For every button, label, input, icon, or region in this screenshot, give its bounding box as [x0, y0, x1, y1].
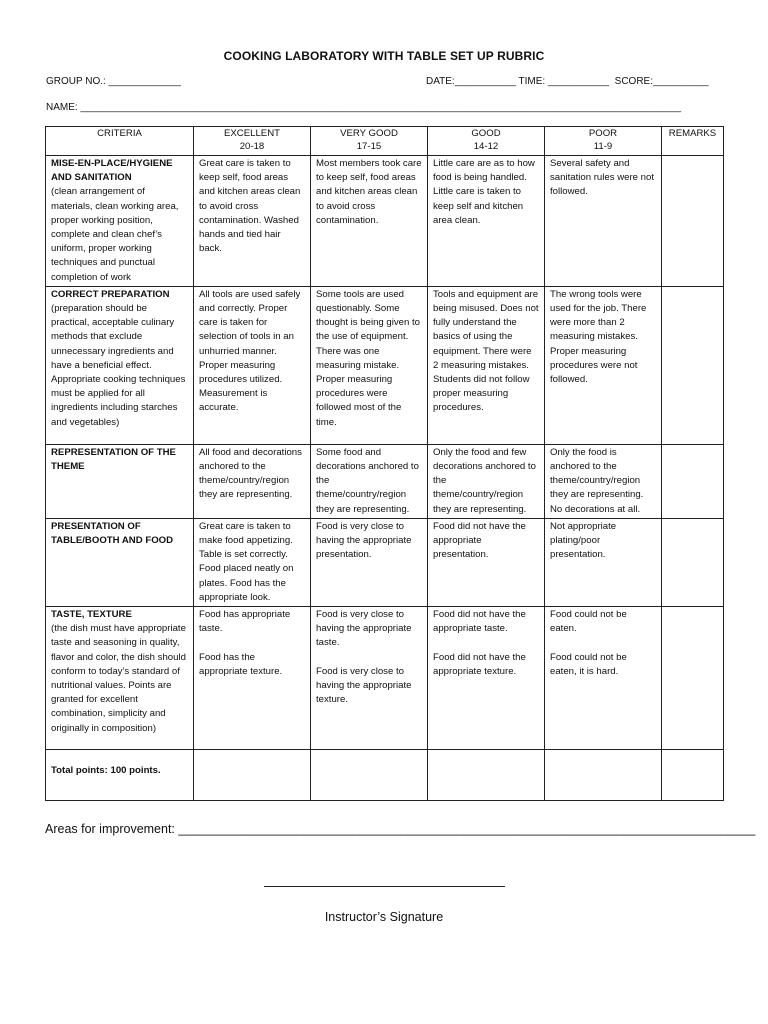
poor-cell: Food could not be eaten. Food could not be eaten, it is hard. — [545, 607, 662, 750]
good-cell: Only the food and few decorations anchored to the theme/country/region they are representing. — [428, 444, 545, 518]
poor-cell: The wrong tools were used for the job. There were more than 2 measuring mistakes. Proper measuring procedures were not followed. — [545, 286, 662, 444]
very-good-cell: Some tools are used questionably. Some thought is being given to the use of equipment. There was one measuring mistake. Proper measuring procedures were followed most of the time. — [311, 286, 428, 444]
excellent-cell: Great care is taken to make food appetizing. Table is set correctly. Food placed neatly on plates. Food has the appropriate look. — [194, 518, 311, 606]
date-time-score-field: DATE:___________ TIME: ___________ SCORE:__________ — [426, 76, 709, 87]
very-good-cell: Food is very close to having the appropriate taste. Food is very close to having the appropriate texture. — [311, 607, 428, 750]
good-cell: Food did not have the appropriate taste. Food did not have the appropriate texture. — [428, 607, 545, 750]
total-empty-cell — [311, 750, 428, 801]
header-excellent: EXCELLENT 20-18 — [194, 127, 311, 156]
document-title: COOKING LABORATORY WITH TABLE SET UP RUBRIC — [223, 49, 545, 63]
very-good-cell: Food is very close to having the appropriate presentation. — [311, 518, 428, 606]
header-good: GOOD 14-12 — [428, 127, 545, 156]
criteria-cell: MISE-EN-PLACE/HYGIENE AND SANITATION (clean arrangement of materials, clean working area, proper working position, complete and clean chef’s uniform, proper working techniques and punctual completion of work — [46, 156, 194, 287]
rubric-row — [46, 286, 724, 444]
good-cell: Food did not have the appropriate presentation. — [428, 518, 545, 606]
criteria-cell: REPRESENTATION OF THE THEME — [46, 444, 194, 518]
total-points-cell: Total points: 100 points. — [46, 750, 194, 801]
excellent-cell: All tools are used safely and correctly. Proper care is taken for selection of tools in an unhurried manner. Proper measuring procedures utilized. Measurement is accurate. — [194, 286, 311, 444]
rubric-row — [46, 444, 724, 518]
instructor-signature-label: Instructor’s Signature — [324, 910, 444, 924]
total-empty-cell — [662, 750, 724, 801]
remarks-cell — [662, 156, 724, 287]
criteria-cell: CORRECT PREPARATION (preparation should be practical, acceptable culinary methods that exclude unnecessary ingredients and have a beneficial effect. Appropriate cooking techniques must be applied for all ingredients including starches and vegetables) — [46, 286, 194, 444]
total-empty-cell — [194, 750, 311, 801]
remarks-cell — [662, 444, 724, 518]
rubric-table — [45, 126, 724, 801]
group-number-field: GROUP NO.: _____________ — [46, 76, 181, 87]
name-field: NAME: ____________________________________________________________________________________________________________ — [46, 102, 682, 113]
remarks-cell — [662, 607, 724, 750]
rubric-row — [46, 518, 724, 606]
total-empty-cell — [428, 750, 545, 801]
excellent-cell: All food and decorations anchored to the theme/country/region they are representing. — [194, 444, 311, 518]
header-poor: POOR 11-9 — [545, 127, 662, 156]
remarks-cell — [662, 286, 724, 444]
poor-cell: Not appropriate plating/poor presentation. — [545, 518, 662, 606]
very-good-cell: Most members took care to keep self, food areas and kitchen areas clean to avoid cross contamination. — [311, 156, 428, 287]
very-good-cell: Some food and decorations anchored to the theme/country/region they are representing. — [311, 444, 428, 518]
good-cell: Little care are as to how food is being handled. Little care is taken to keep self and kitchen area clean. — [428, 156, 545, 287]
header-very-good: VERY GOOD 17-15 — [311, 127, 428, 156]
excellent-cell: Great care is taken to keep self, food areas and kitchen areas clean to avoid cross contamination. Washed hands and tied hair back. — [194, 156, 311, 287]
header-remarks: REMARKS — [662, 127, 724, 156]
total-empty-cell — [545, 750, 662, 801]
areas-for-improvement-field: Areas for improvement: ___________________________________________________________________________________ — [45, 822, 756, 836]
remarks-cell — [662, 518, 724, 606]
total-row — [46, 750, 724, 801]
criteria-cell: TASTE, TEXTURE (the dish must have appropriate taste and seasoning in quality, flavor and color, the dish should conform to today’s standard of nutritional values. Points are granted for excellent combination, simplicity and originally in composition) — [46, 607, 194, 750]
good-cell: Tools and equipment are being misused. Does not fully understand the basics of using the equipment. There were 2 measuring mistakes. Students did not follow proper measuring procedures. — [428, 286, 545, 444]
header-row — [46, 127, 724, 156]
signature-line — [264, 886, 505, 887]
rubric-row — [46, 607, 724, 750]
poor-cell: Only the food is anchored to the theme/country/region they are representing. No decorations at all. — [545, 444, 662, 518]
criteria-cell: PRESENTATION OF TABLE/BOOTH AND FOOD — [46, 518, 194, 606]
header-criteria: CRITERIA — [46, 127, 194, 156]
rubric-row — [46, 156, 724, 287]
excellent-cell: Food has appropriate taste. Food has the appropriate texture. — [194, 607, 311, 750]
poor-cell: Several safety and sanitation rules were not followed. — [545, 156, 662, 287]
